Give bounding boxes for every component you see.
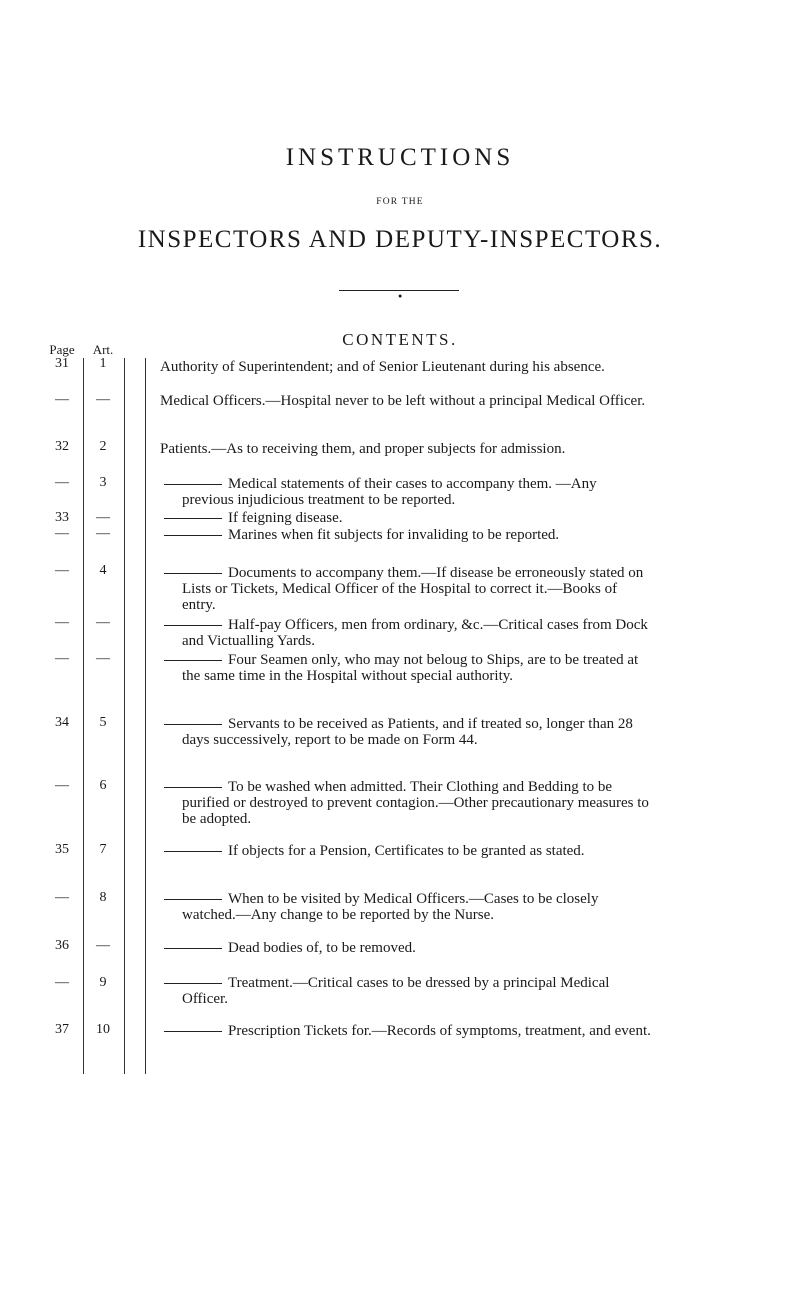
entry-text: When to be visited by Medical Officers.—Cases to be closely watched.—Any change to be reported by the Nurse. <box>182 891 599 923</box>
entry-text: Prescription Tickets for.—Records of symptoms, treatment, and event. <box>228 1023 651 1039</box>
entry-art: — <box>96 651 110 666</box>
entry-page: — <box>55 615 69 630</box>
column-rule-3 <box>145 358 146 1074</box>
entry-text: Dead bodies of, to be removed. <box>228 940 416 956</box>
entry-text-row <box>160 940 652 956</box>
ditto-dash <box>164 899 222 900</box>
title-inspectors: INSPECTORS AND DEPUTY-INSPECTORS. <box>137 226 663 253</box>
divider-rule <box>339 290 459 291</box>
divider-dot-icon: ● <box>398 292 403 300</box>
entry-text: Servants to be received as Patients, and if treated so, longer than 28 days successively, report to be made on Form 44. <box>182 716 633 748</box>
entry-page: 32 <box>55 439 69 454</box>
entry-art: 4 <box>99 563 107 578</box>
entry-text-row <box>160 617 652 649</box>
entry-art: — <box>96 938 110 953</box>
entry-text: If objects for a Pension, Certificates to be granted as stated. <box>228 843 585 859</box>
entry-text: Marines when fit subjects for invaliding to be reported. <box>228 527 560 543</box>
entry-text-row <box>160 1023 652 1039</box>
entry-art: 3 <box>99 475 107 490</box>
entry-page: — <box>55 392 69 407</box>
entry-art: 6 <box>99 778 107 793</box>
ditto-dash <box>164 573 222 574</box>
ditto-dash <box>164 983 222 984</box>
entry-text-row <box>160 527 652 543</box>
ditto-dash <box>164 787 222 788</box>
entry-text: Patients.—As to receiving them, and proper subjects for admission. <box>160 441 566 457</box>
entry-text: If feigning disease. <box>228 510 343 526</box>
column-rule-1 <box>83 358 84 1074</box>
entry-page: — <box>55 778 69 793</box>
entry-art: 1 <box>99 356 107 371</box>
entry-text-row <box>160 565 652 613</box>
entry-text: Half-pay Officers, men from ordinary, &c.—Critical cases from Dock and Victualling Yards. <box>182 617 648 649</box>
ditto-dash <box>164 535 222 536</box>
entry-page: — <box>55 563 69 578</box>
entry-art: 9 <box>99 975 107 990</box>
entry-art: 5 <box>99 715 107 730</box>
entry-page: 36 <box>55 938 69 953</box>
entry-page: — <box>55 526 69 541</box>
entry-text: Medical Officers.—Hospital never to be left without a principal Medical Officer. <box>160 393 646 409</box>
entry-art: — <box>96 615 110 630</box>
entry-text: Documents to accompany them.—If disease be erroneously stated on Lists or Tickets, Medical Officer of the Hospital to correct it.—Books of entry. <box>182 565 644 613</box>
ditto-dash <box>164 724 222 725</box>
ditto-dash <box>164 518 222 519</box>
entry-page: — <box>55 651 69 666</box>
entry-page: 33 <box>55 510 69 525</box>
subtitle-for-the: FOR THE <box>376 197 424 207</box>
column-rule-2 <box>124 358 125 1074</box>
entry-text-row <box>160 716 652 748</box>
entry-art: 8 <box>99 890 107 905</box>
column-header-art: Art. <box>92 342 114 357</box>
contents-heading: CONTENTS. <box>342 330 458 349</box>
entry-text: Authority of Superintendent; and of Senior Lieutenant during his absence. <box>160 359 605 375</box>
entry-art: 7 <box>99 842 107 857</box>
entry-text: To be washed when admitted. Their Clothing and Bedding to be purified or destroyed to prevent contagion.—Other precautionary measures to be adopted. <box>182 779 649 827</box>
entry-text-row <box>160 779 652 827</box>
entry-text-row <box>160 476 652 508</box>
ditto-dash <box>164 851 222 852</box>
entry-text: Treatment.—Critical cases to be dressed by a principal Medical Officer. <box>182 975 610 1007</box>
title-instructions: INSTRUCTIONS <box>285 144 515 171</box>
entry-art: — <box>96 510 110 525</box>
entry-page: 34 <box>55 715 69 730</box>
ditto-dash <box>164 484 222 485</box>
entry-page: — <box>55 975 69 990</box>
entry-text-row <box>160 510 652 526</box>
entry-text-row <box>160 891 652 923</box>
ditto-dash <box>164 1031 222 1032</box>
entry-page: 37 <box>55 1022 69 1037</box>
entry-art: — <box>96 526 110 541</box>
entry-page: 35 <box>55 842 69 857</box>
ditto-dash <box>164 948 222 949</box>
ditto-dash <box>164 625 222 626</box>
column-header-page: Page <box>49 342 75 357</box>
entry-art: — <box>96 392 110 407</box>
entry-text: Medical statements of their cases to accompany them. —Any previous injudicious treatment to be reported. <box>182 476 597 508</box>
entry-art: 2 <box>99 439 107 454</box>
entry-text-row <box>160 652 652 684</box>
entry-text-row <box>160 975 652 1007</box>
entry-art: 10 <box>96 1022 110 1037</box>
entry-page: — <box>55 475 69 490</box>
entry-text-row <box>160 843 652 859</box>
entry-page: 31 <box>55 356 69 371</box>
entry-page: — <box>55 890 69 905</box>
entry-text: Four Seamen only, who may not beloug to Ships, are to be treated at the same time in the Hospital without special authority. <box>182 652 639 684</box>
ditto-dash <box>164 660 222 661</box>
